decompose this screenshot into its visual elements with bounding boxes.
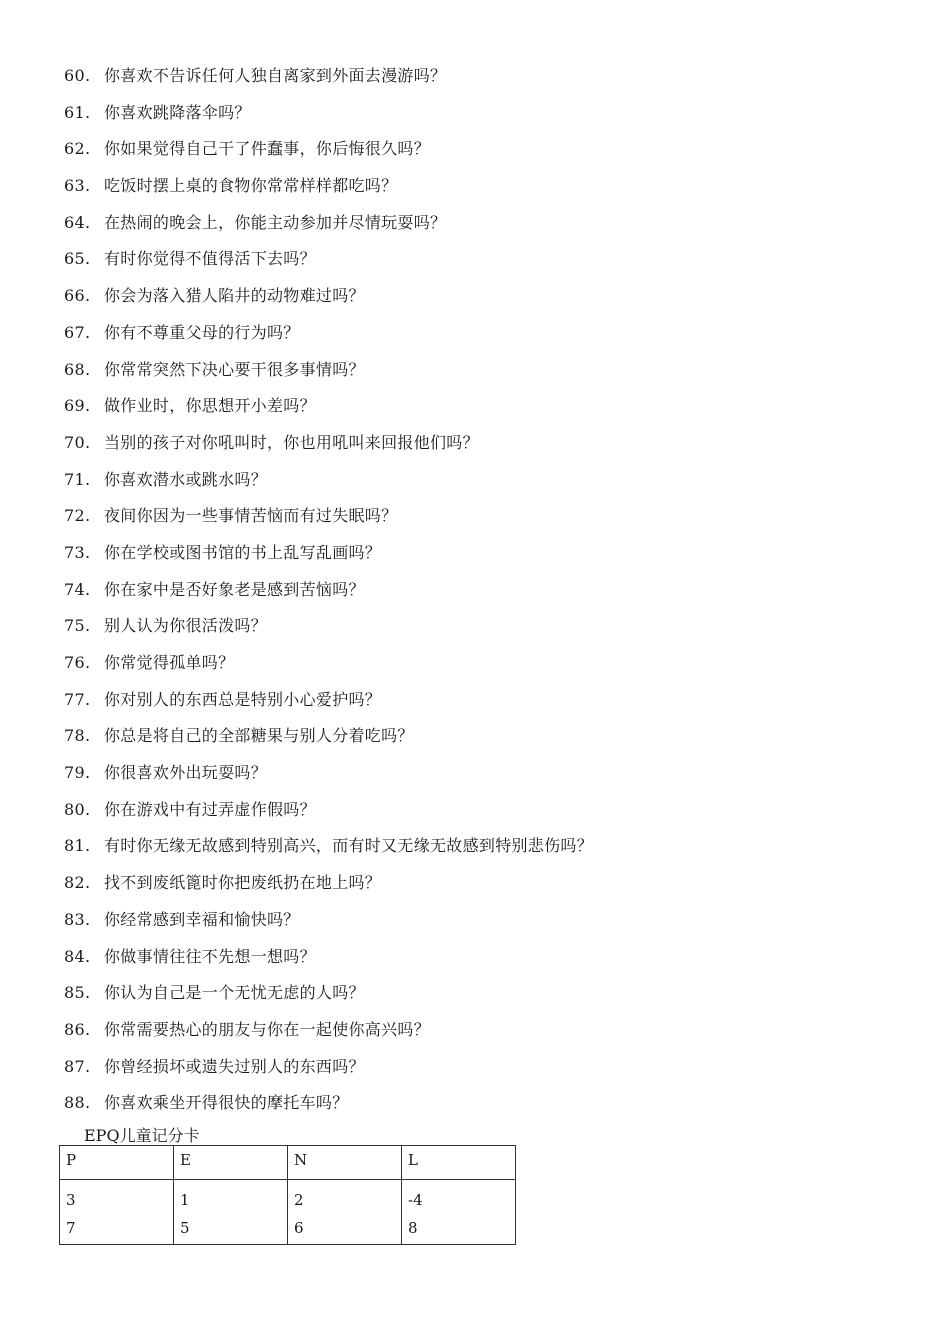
list-item [64,975,593,1012]
list-item [64,1085,593,1122]
question-text: 你常觉得孤单吗？ [104,653,235,672]
list-item [64,352,593,389]
question-text: 有时你无缘无故感到特别高兴，而有时又无缘无故感到特别悲伤吗？ [104,836,594,856]
table-row [60,1180,516,1245]
question-number: 62. [64,139,91,159]
question-number: 83. [64,909,91,929]
question-number: 66. [64,286,91,306]
question-text: 你在游戏中有过弄虚作假吗？ [104,799,316,819]
list-item [64,425,593,462]
question-text: 当别的孩子对你吼叫时，你也用吼叫来回报他们吗？ [104,432,479,452]
list-item [64,131,593,168]
list-item [64,902,593,939]
question-number: 60. [64,66,91,85]
list-item [64,462,593,499]
table-cell [60,1180,174,1245]
cell-value: 2 [294,1191,304,1209]
question-number: 80. [64,799,91,819]
table-cell [288,1180,402,1245]
table-header-row [60,1146,516,1180]
question-number: 65. [64,249,91,269]
question-text: 你常常突然下决心要干很多事情吗？ [104,359,365,379]
question-text: 夜间你因为一些事情苦恼而有过失眠吗？ [104,506,398,526]
question-text: 你在学校或图书馆的书上乱写乱画吗？ [104,542,382,562]
list-item [64,278,593,315]
question-text: 别人认为你很活泼吗？ [104,616,268,636]
cell-value: 5 [180,1219,190,1237]
question-number: 61. [64,102,91,122]
question-text: 你喜欢跳降落伞吗？ [104,102,251,122]
score-card-table [59,1145,516,1245]
cell-value: 3 [66,1191,76,1209]
cell-value: 8 [408,1219,418,1237]
list-item [64,58,593,95]
list-item [64,572,593,609]
list-item [64,315,593,352]
cell-value: 7 [66,1219,76,1237]
list-item [64,205,593,242]
question-number: 87. [64,1056,91,1076]
question-text: 找不到废纸篦时你把废纸扔在地上吗？ [104,873,382,893]
column-header: P [60,1146,174,1180]
question-number: 72. [64,506,91,526]
question-text: 你总是将自己的全部糖果与别人分着吃吗？ [104,726,414,746]
list-item [64,1049,593,1086]
question-list [64,58,593,1122]
question-number: 88. [64,1093,91,1113]
cell-value: 1 [180,1191,190,1209]
question-text: 你在家中是否好象老是感到苦恼吗？ [104,579,365,599]
question-number: 63. [64,176,91,196]
question-number: 68. [64,359,91,379]
list-item [64,1012,593,1049]
list-item [64,608,593,645]
list-item [64,755,593,792]
question-number: 76. [64,653,91,672]
question-text: 有时你觉得不值得活下去吗？ [104,249,316,269]
question-number: 69. [64,396,91,416]
list-item [64,718,593,755]
question-text: 你常需要热心的朋友与你在一起使你高兴吗？ [104,1019,431,1039]
list-item [64,498,593,535]
question-text: 你如果觉得自己干了件蠢事，你后悔很久吗？ [104,139,431,159]
list-item [64,535,593,572]
question-number: 64. [64,212,91,232]
list-item [64,828,593,865]
table-cell [402,1180,516,1245]
question-number: 84. [64,946,91,966]
question-text: 你会为落入猎人陷井的动物难过吗？ [104,286,365,306]
column-header: N [288,1146,402,1180]
question-number: 77. [64,689,91,709]
list-item [64,168,593,205]
question-number: 71. [64,469,91,489]
question-number: 67. [64,322,91,342]
cell-value: -4 [408,1191,423,1209]
question-text: 你很喜欢外出玩耍吗？ [104,763,268,783]
question-text: 你曾经损坏或遗失过别人的东西吗？ [104,1056,365,1076]
list-item [64,241,593,278]
list-item [64,682,593,719]
table-cell [174,1180,288,1245]
list-item [64,388,593,425]
question-text: 你喜欢乘坐开得很快的摩托车吗？ [104,1093,349,1113]
question-text: 你经常感到幸福和愉快吗？ [104,909,300,929]
column-header: L [402,1146,516,1180]
question-number: 75. [64,616,91,636]
question-text: 你喜欢潜水或跳水吗？ [104,469,268,489]
column-header: E [174,1146,288,1180]
question-text: 你对别人的东西总是特别小心爱护吗？ [104,689,382,709]
question-text: 吃饭时摆上桌的食物你常常样样都吃吗？ [104,176,398,196]
question-number: 70. [64,432,91,452]
list-item [64,865,593,902]
cell-value: 6 [294,1219,304,1237]
question-text: 你认为自己是一个无忧无虑的人吗？ [104,983,365,1003]
question-number: 73. [64,542,91,562]
question-text: 你有不尊重父母的行为吗？ [104,322,300,342]
score-card-title: EPQ儿童记分卡 [84,1126,200,1145]
question-number: 74. [64,579,91,599]
question-number: 81. [64,836,91,856]
question-text: 做作业时，你思想开小差吗？ [104,396,316,416]
question-text: 你做事情往往不先想一想吗？ [104,946,316,966]
question-text: 你喜欢不告诉任何人独自离家到外面去漫游吗？ [104,66,447,85]
list-item [64,645,593,682]
question-number: 78. [64,726,91,746]
list-item [64,792,593,829]
question-number: 79. [64,763,91,783]
list-item [64,939,593,976]
question-number: 86. [64,1019,91,1039]
question-text: 在热闹的晚会上，你能主动参加并尽情玩耍吗？ [104,212,447,232]
question-number: 82. [64,873,91,893]
list-item [64,95,593,132]
question-number: 85. [64,983,91,1003]
